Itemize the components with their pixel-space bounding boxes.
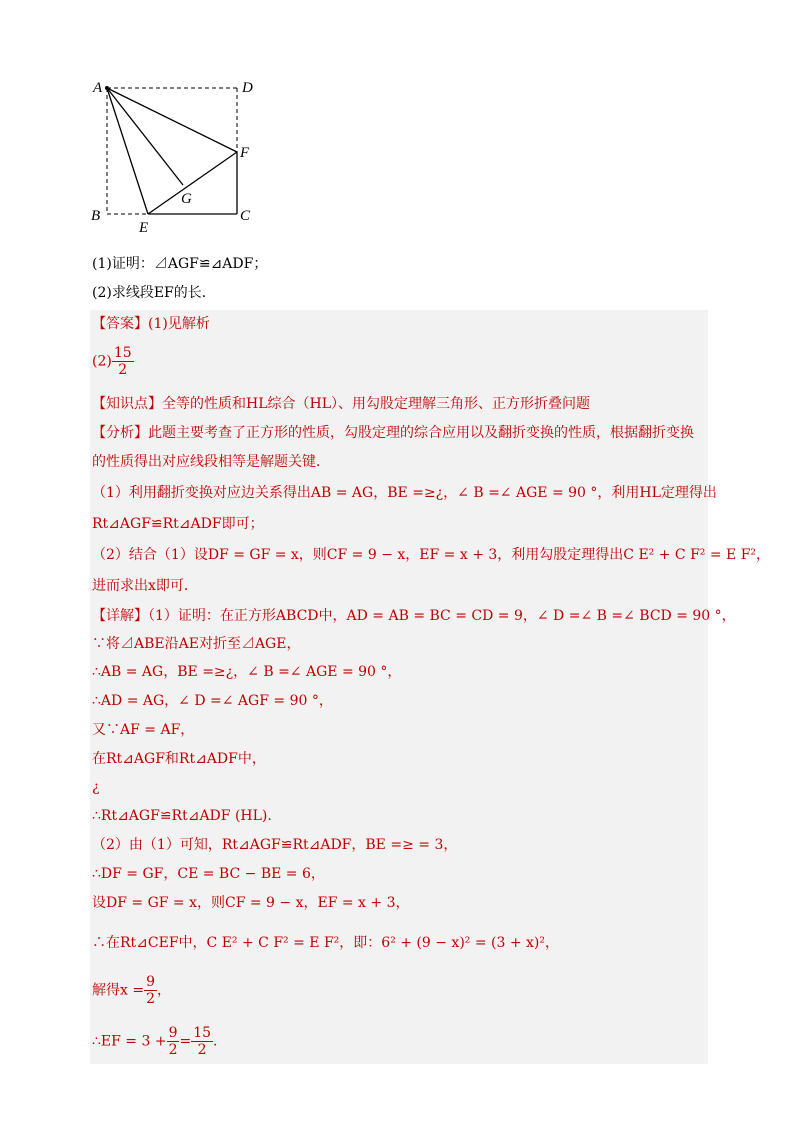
fraction-denominator: 2 [118, 362, 128, 378]
edge-EF [148, 152, 237, 214]
question-1: (1)证明：⊿AGF≌⊿ADF； [92, 256, 268, 272]
label-F: F [240, 145, 250, 161]
detail-line-2: ∵将⊿ABE沿AE对折至⊿AGE， [92, 636, 301, 652]
analysis-line-1: 【分析】此题主要考查了正方形的性质，勾股定理的综合应用以及翻折变换的性质，根据翻折变换 [92, 425, 694, 441]
result-equals: = [179, 1033, 192, 1050]
fraction-numerator: 15 [113, 345, 132, 361]
label-B: B [91, 208, 101, 224]
detail-line-5: 又∵AF = AF， [92, 722, 195, 738]
result-prefix: ∴EF = 3 + [92, 1033, 167, 1050]
result-fraction-2 [191, 1025, 213, 1058]
analysis-line-2: 的性质得出对应线段相等是解题关键． [92, 454, 330, 470]
detail-line-4: ∴AD = AG，∠ D =∠ AGF = 90 °， [92, 693, 333, 709]
analysis-line-5: （2）结合（1）设DF = GF = x，则CF = 9 − x，EF = x + 3，利用勾股定理得出C E² + C F² = E F²， [92, 547, 771, 563]
answer-part2-prefix: (2) [92, 353, 112, 370]
detail-line-14 [92, 1025, 218, 1058]
detail-line-12: ∴在Rt⊿CEF中，C E² + C F² = E F²，即：6² + (9 − x)² = (3 + x)²， [92, 935, 560, 951]
analysis-line-3: （1）利用翻折变换对应边关系得出AB = AG，BE =≥¿，∠ B =∠ AGE = 90 °，利用HL定理得出 [92, 485, 717, 501]
detail-line-13 [92, 974, 171, 1007]
result-fraction-1 [167, 1025, 180, 1058]
detail-line-10: ∴DF = GF，CE = BC − BE = 6， [92, 866, 325, 882]
solve-suffix: ， [157, 982, 171, 999]
detail-line-8: ∴Rt⊿AGF≌Rt⊿ADF (HL). [92, 808, 272, 824]
detail-line-7: ¿ [92, 779, 100, 795]
detail-line-11: 设DF = GF = x，则CF = 9 − x，EF = x + 3， [92, 895, 410, 911]
result-denominator-2: 2 [197, 1042, 207, 1058]
label-C: C [240, 208, 251, 224]
detail-line-6: 在Rt⊿AGF和Rt⊿ADF中， [92, 751, 266, 767]
solve-prefix: 解得x = [92, 982, 145, 999]
analysis-line-4: Rt⊿AGF≌Rt⊿ADF即可； [92, 516, 264, 532]
knowledge-points: 【知识点】全等的性质和HL综合（HL）、用勾股定理解三角形、正方形折叠问题 [92, 396, 591, 412]
solve-numerator: 9 [146, 974, 155, 990]
result-numerator-2: 15 [193, 1025, 212, 1041]
detail-line-3: ∴AB = AG，BE =≥¿，∠ B =∠ AGE = 90 °， [92, 664, 402, 680]
label-D: D [242, 80, 253, 96]
edge-AG [107, 88, 183, 185]
question-2: (2)求线段EF的长． [92, 285, 216, 301]
result-denominator-1: 2 [168, 1042, 178, 1058]
result-suffix: . [213, 1033, 218, 1050]
edge-AE [107, 88, 148, 214]
label-G: G [181, 191, 192, 207]
answer-fraction [112, 345, 134, 378]
solve-fraction [144, 974, 157, 1007]
label-E: E [139, 220, 149, 236]
point-A [105, 86, 109, 90]
answer-part2 [92, 345, 134, 378]
edge-AF [107, 88, 237, 152]
solve-denominator: 2 [146, 991, 155, 1007]
detail-line-9: （2）由（1）可知，Rt⊿AGF≌Rt⊿ADF，BE =≥ = 3， [92, 837, 458, 853]
result-numerator-1: 9 [168, 1025, 178, 1041]
detail-line-1: 【详解】（1）证明：在正方形ABCD中，AD = AB = BC = CD = 9，∠ D =∠ B =∠ BCD = 90 °， [92, 608, 736, 624]
label-A: A [93, 80, 103, 96]
geometry-figure [85, 72, 270, 237]
answer-heading: 【答案】(1)见解析 [92, 316, 210, 332]
analysis-line-6: 进而求出x即可． [92, 578, 198, 594]
